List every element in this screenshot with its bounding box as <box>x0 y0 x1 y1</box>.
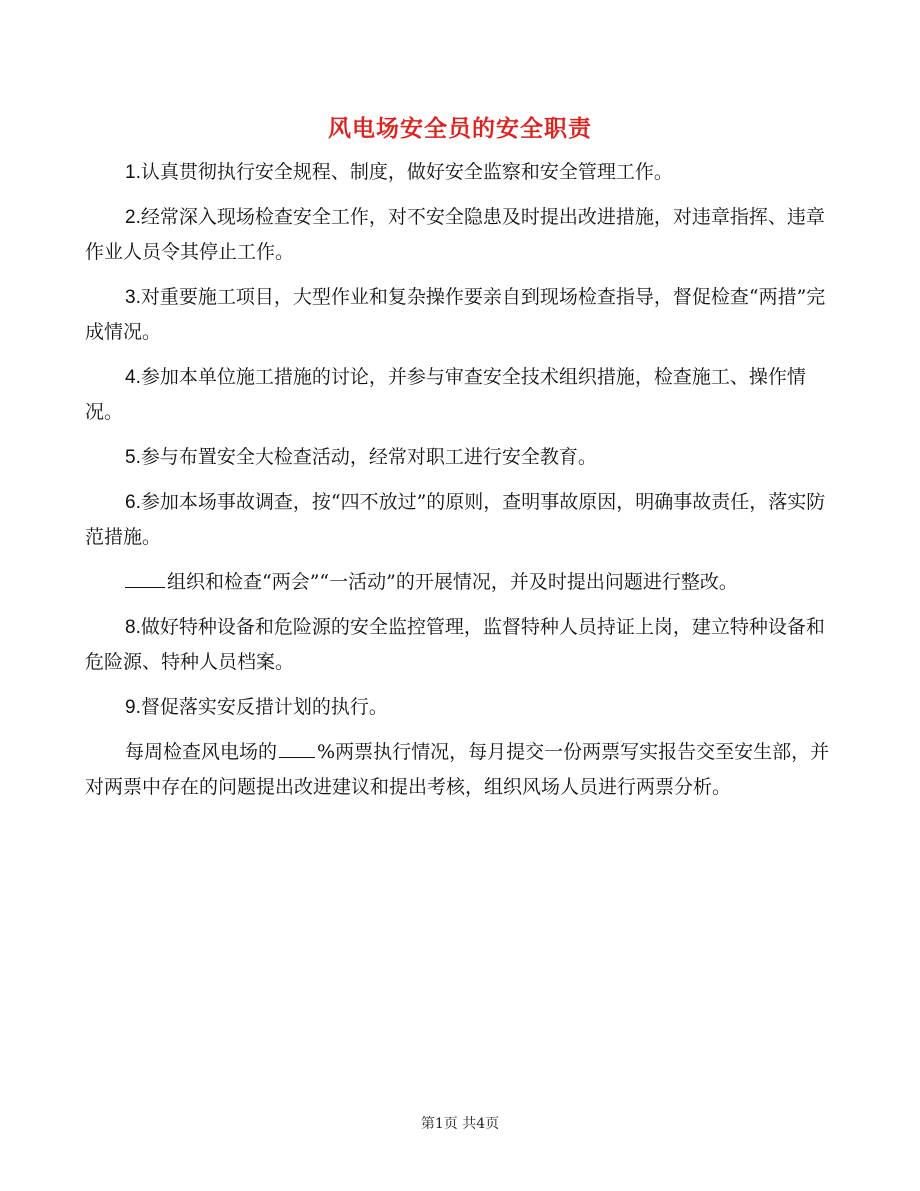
paragraph-4 <box>85 360 835 430</box>
paragraph-text-before: 每周检查风电场的 <box>125 741 278 763</box>
paragraph-number: 3. <box>125 287 141 308</box>
paragraph-5 <box>85 440 835 475</box>
paragraph-number: 2. <box>125 207 141 228</box>
paragraph-text: 参加本单位施工措施的讨论，并参与审查安全技术组织措施，检查施工、操作情况。 <box>85 366 806 423</box>
paragraph-text: 参与布置安全大检查活动，经常对职工进行安全教育。 <box>140 446 597 468</box>
paragraph-number: 4. <box>125 367 141 388</box>
paragraph-number: 1. <box>125 162 141 183</box>
paragraph-text: 参加本场事故调查，按“四不放过”的原则，查明事故原因，明确事故责任，落实防范措施。 <box>85 491 826 548</box>
paragraph-text: 经常深入现场检查安全工作，对不安全隐患及时提出改进措施，对违章指挥、违章作业人员令其停止工作。 <box>85 206 825 263</box>
fill-in-blank <box>279 737 315 758</box>
paragraph-6 <box>85 485 835 555</box>
paragraph-text: 对重要施工项目，大型作业和复杂操作要亲自到现场检查指导，督促检查“两措”完成情况。 <box>85 286 826 343</box>
paragraph-3 <box>85 280 835 350</box>
paragraph-9 <box>85 690 835 725</box>
paragraph-number: 9. <box>125 697 141 718</box>
paragraph-text: 认真贯彻执行安全规程、制度，做好安全监察和安全管理工作。 <box>140 161 673 183</box>
paragraph-1 <box>85 155 835 190</box>
fill-in-blank <box>125 567 165 588</box>
page-footer: 第1页 共4页 <box>420 1116 500 1132</box>
paragraph-10 <box>85 735 835 805</box>
paragraph-number: 8. <box>125 617 141 638</box>
paragraph-2 <box>85 200 835 270</box>
paragraph-text-after: %两票执行情况，每月提交一份两票写实报告交至安生部，并对两票中存在的问题提出改进建议和提出考核，组织风场人员进行两票分析。 <box>85 741 830 798</box>
paragraph-text: 督促落实安反措计划的执行。 <box>140 696 388 718</box>
paragraph-number: 5. <box>125 447 141 468</box>
document-body <box>85 155 835 815</box>
paragraph-8 <box>85 610 835 680</box>
paragraph-text: 组织和检查“两会”“一活动”的开展情况，并及时提出问题进行整改。 <box>167 571 738 593</box>
paragraph-text: 做好特种设备和危险源的安全监控管理，监督特种人员持证上岗，建立特种设备和危险源、特种人员档案。 <box>85 616 825 673</box>
paragraph-number: 6. <box>125 492 141 513</box>
paragraph-7 <box>85 565 835 600</box>
document-title: 风电场安全员的安全职责 <box>328 115 592 142</box>
